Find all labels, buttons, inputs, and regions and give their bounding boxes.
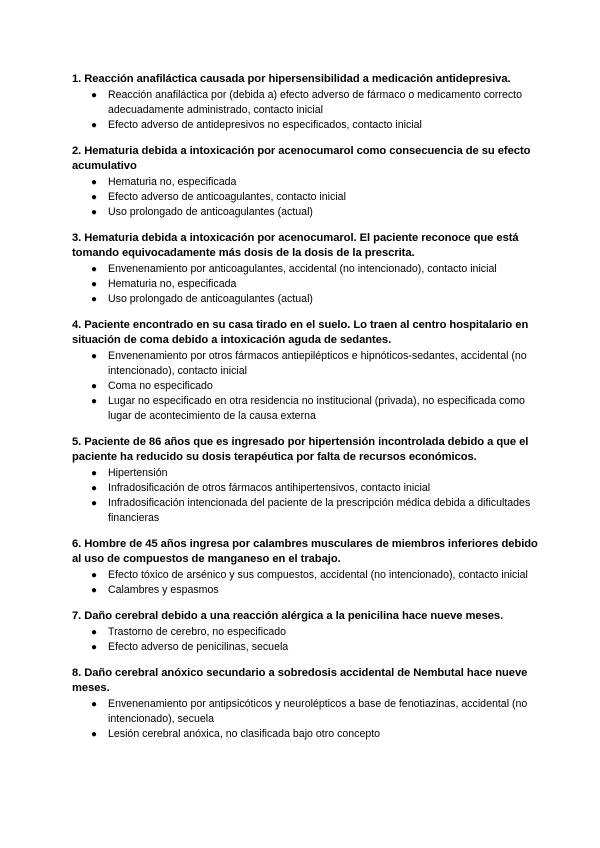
bullet-icon: ● (91, 90, 98, 101)
code-text: Efecto adverso de penicilinas, secuela (108, 641, 289, 653)
code-text: Envenenamiento por anticoagulantes, accidental (no intencionado), contacto inicial (108, 263, 497, 275)
case-title-text: Daño cerebral debido a una reacción alérgica a la penicilina hace nueve meses. (84, 610, 504, 622)
bullet-icon: ● (91, 177, 98, 188)
bullet-icon: ● (91, 264, 98, 275)
code-text: Efecto adverso de anticoagulantes, contacto inicial (108, 191, 346, 203)
case-1 (72, 72, 540, 133)
case-number: 3. (72, 232, 82, 244)
list-item (91, 697, 540, 727)
bullet-icon: ● (91, 699, 98, 710)
code-list (72, 262, 540, 307)
case-number: 2. (72, 145, 82, 157)
list-item (91, 190, 540, 205)
list-item (91, 379, 540, 394)
list-item (91, 727, 540, 742)
case-8 (72, 666, 540, 742)
code-text: Calambres y espasmos (108, 584, 219, 596)
case-title (72, 537, 540, 567)
bullet-icon: ● (91, 627, 98, 638)
bullet-icon: ● (91, 192, 98, 203)
bullet-icon: ● (91, 294, 98, 305)
case-title (72, 435, 540, 465)
case-title-text: Hematuria debida a intoxicación por acenocumarol. El paciente reconoce que está tomando equivocadamente más dosis de la dosis de la prescrita. (72, 232, 519, 259)
case-number: 1. (72, 73, 82, 85)
code-list (72, 175, 540, 220)
code-text: Envenenamiento por antipsicóticos y neurolépticos a base de fenotiazinas, accidental (no intencionado), secuela (108, 698, 528, 725)
case-5 (72, 435, 540, 526)
bullet-icon: ● (91, 483, 98, 494)
case-2 (72, 144, 540, 220)
code-text: Uso prolongado de anticoagulantes (actual) (108, 206, 313, 218)
list-item (91, 583, 540, 598)
case-title (72, 666, 540, 696)
case-number: 6. (72, 538, 82, 550)
code-text: Infradosificación intencionada del paciente de la prescripción médica debida a dificultades financieras (108, 497, 531, 524)
case-number: 7. (72, 610, 82, 622)
bullet-icon: ● (91, 468, 98, 479)
code-list (72, 466, 540, 526)
case-number: 5. (72, 436, 82, 448)
code-list (72, 625, 540, 655)
case-title-text: Hombre de 45 años ingresa por calambres musculares de miembros inferiores debido al uso de compuestos de manganeso en el trabajo. (72, 538, 538, 565)
bullet-icon: ● (91, 585, 98, 596)
code-list (72, 697, 540, 742)
list-item (91, 277, 540, 292)
bullet-icon: ● (91, 396, 98, 407)
code-text: Lesión cerebral anóxica, no clasificada bajo otro concepto (108, 728, 381, 740)
case-title (72, 144, 540, 174)
list-item (91, 262, 540, 277)
case-4 (72, 318, 540, 424)
code-list (72, 349, 540, 424)
code-text: Hipertensión (108, 467, 168, 479)
code-text: Infradosificación de otros fármacos antihipertensivos, contacto inicial (108, 482, 431, 494)
code-text: Hematuria no, especificada (108, 278, 237, 290)
case-title-text: Paciente de 86 años que es ingresado por hipertensión incontrolada debido a que el paciente ha reducido su dosis terapéutica por falta de recursos económicos. (72, 436, 529, 463)
case-title-text: Paciente encontrado en su casa tirado en el suelo. Lo traen al centro hospitalario en situación de coma debido a intoxicación aguda de sedantes. (72, 319, 529, 346)
list-item (91, 394, 540, 424)
list-item (91, 640, 540, 655)
bullet-icon: ● (91, 498, 98, 509)
bullet-icon: ● (91, 729, 98, 740)
case-title (72, 231, 540, 261)
list-item (91, 496, 540, 526)
case-3 (72, 231, 540, 307)
case-title-text: Hematuria debida a intoxicación por acenocumarol como consecuencia de su efecto acumulativo (72, 145, 531, 172)
code-text: Efecto adverso de antidepresivos no especificados, contacto inicial (108, 119, 422, 131)
bullet-icon: ● (91, 279, 98, 290)
code-text: Envenenamiento por otros fármacos antiepilépticos e hipnóticos-sedantes, accidental (no intencionado), contacto inicial (108, 350, 527, 377)
list-item (91, 292, 540, 307)
case-6 (72, 537, 540, 598)
code-text: Hematuria no, especificada (108, 176, 237, 188)
case-7 (72, 609, 540, 655)
code-text: Efecto tóxico de arsénico y sus compuestos, accidental (no intencionado), contacto inicial (108, 569, 528, 581)
code-text: Reacción anafiláctica por (debida a) efecto adverso de fármaco o medicamento correcto adecuadamente administrado, contacto inicial (108, 89, 522, 116)
list-item (91, 205, 540, 220)
bullet-icon: ● (91, 570, 98, 581)
case-title (72, 72, 540, 87)
list-item (91, 466, 540, 481)
code-list (72, 568, 540, 598)
bullet-icon: ● (91, 207, 98, 218)
code-text: Lugar no especificado en otra residencia no institucional (privada), no especificada como lugar de acontecimiento de la causa externa (108, 395, 525, 422)
case-title (72, 609, 540, 624)
case-number: 4. (72, 319, 82, 331)
list-item (91, 568, 540, 583)
code-list (72, 88, 540, 133)
code-text: Coma no especificado (108, 380, 213, 392)
list-item (91, 88, 540, 118)
list-item (91, 349, 540, 379)
bullet-icon: ● (91, 642, 98, 653)
case-title (72, 318, 540, 348)
list-item (91, 625, 540, 640)
case-number: 8. (72, 667, 82, 679)
code-text: Trastorno de cerebro, no especificado (108, 626, 287, 638)
case-title-text: Daño cerebral anóxico secundario a sobredosis accidental de Nembutal hace nueve meses. (72, 667, 528, 694)
bullet-icon: ● (91, 351, 98, 362)
list-item (91, 175, 540, 190)
list-item (91, 118, 540, 133)
code-text: Uso prolongado de anticoagulantes (actual) (108, 293, 313, 305)
case-title-text: Reacción anafiláctica causada por hipersensibilidad a medicación antidepresiva. (84, 73, 511, 85)
bullet-icon: ● (91, 120, 98, 131)
list-item (91, 481, 540, 496)
bullet-icon: ● (91, 381, 98, 392)
